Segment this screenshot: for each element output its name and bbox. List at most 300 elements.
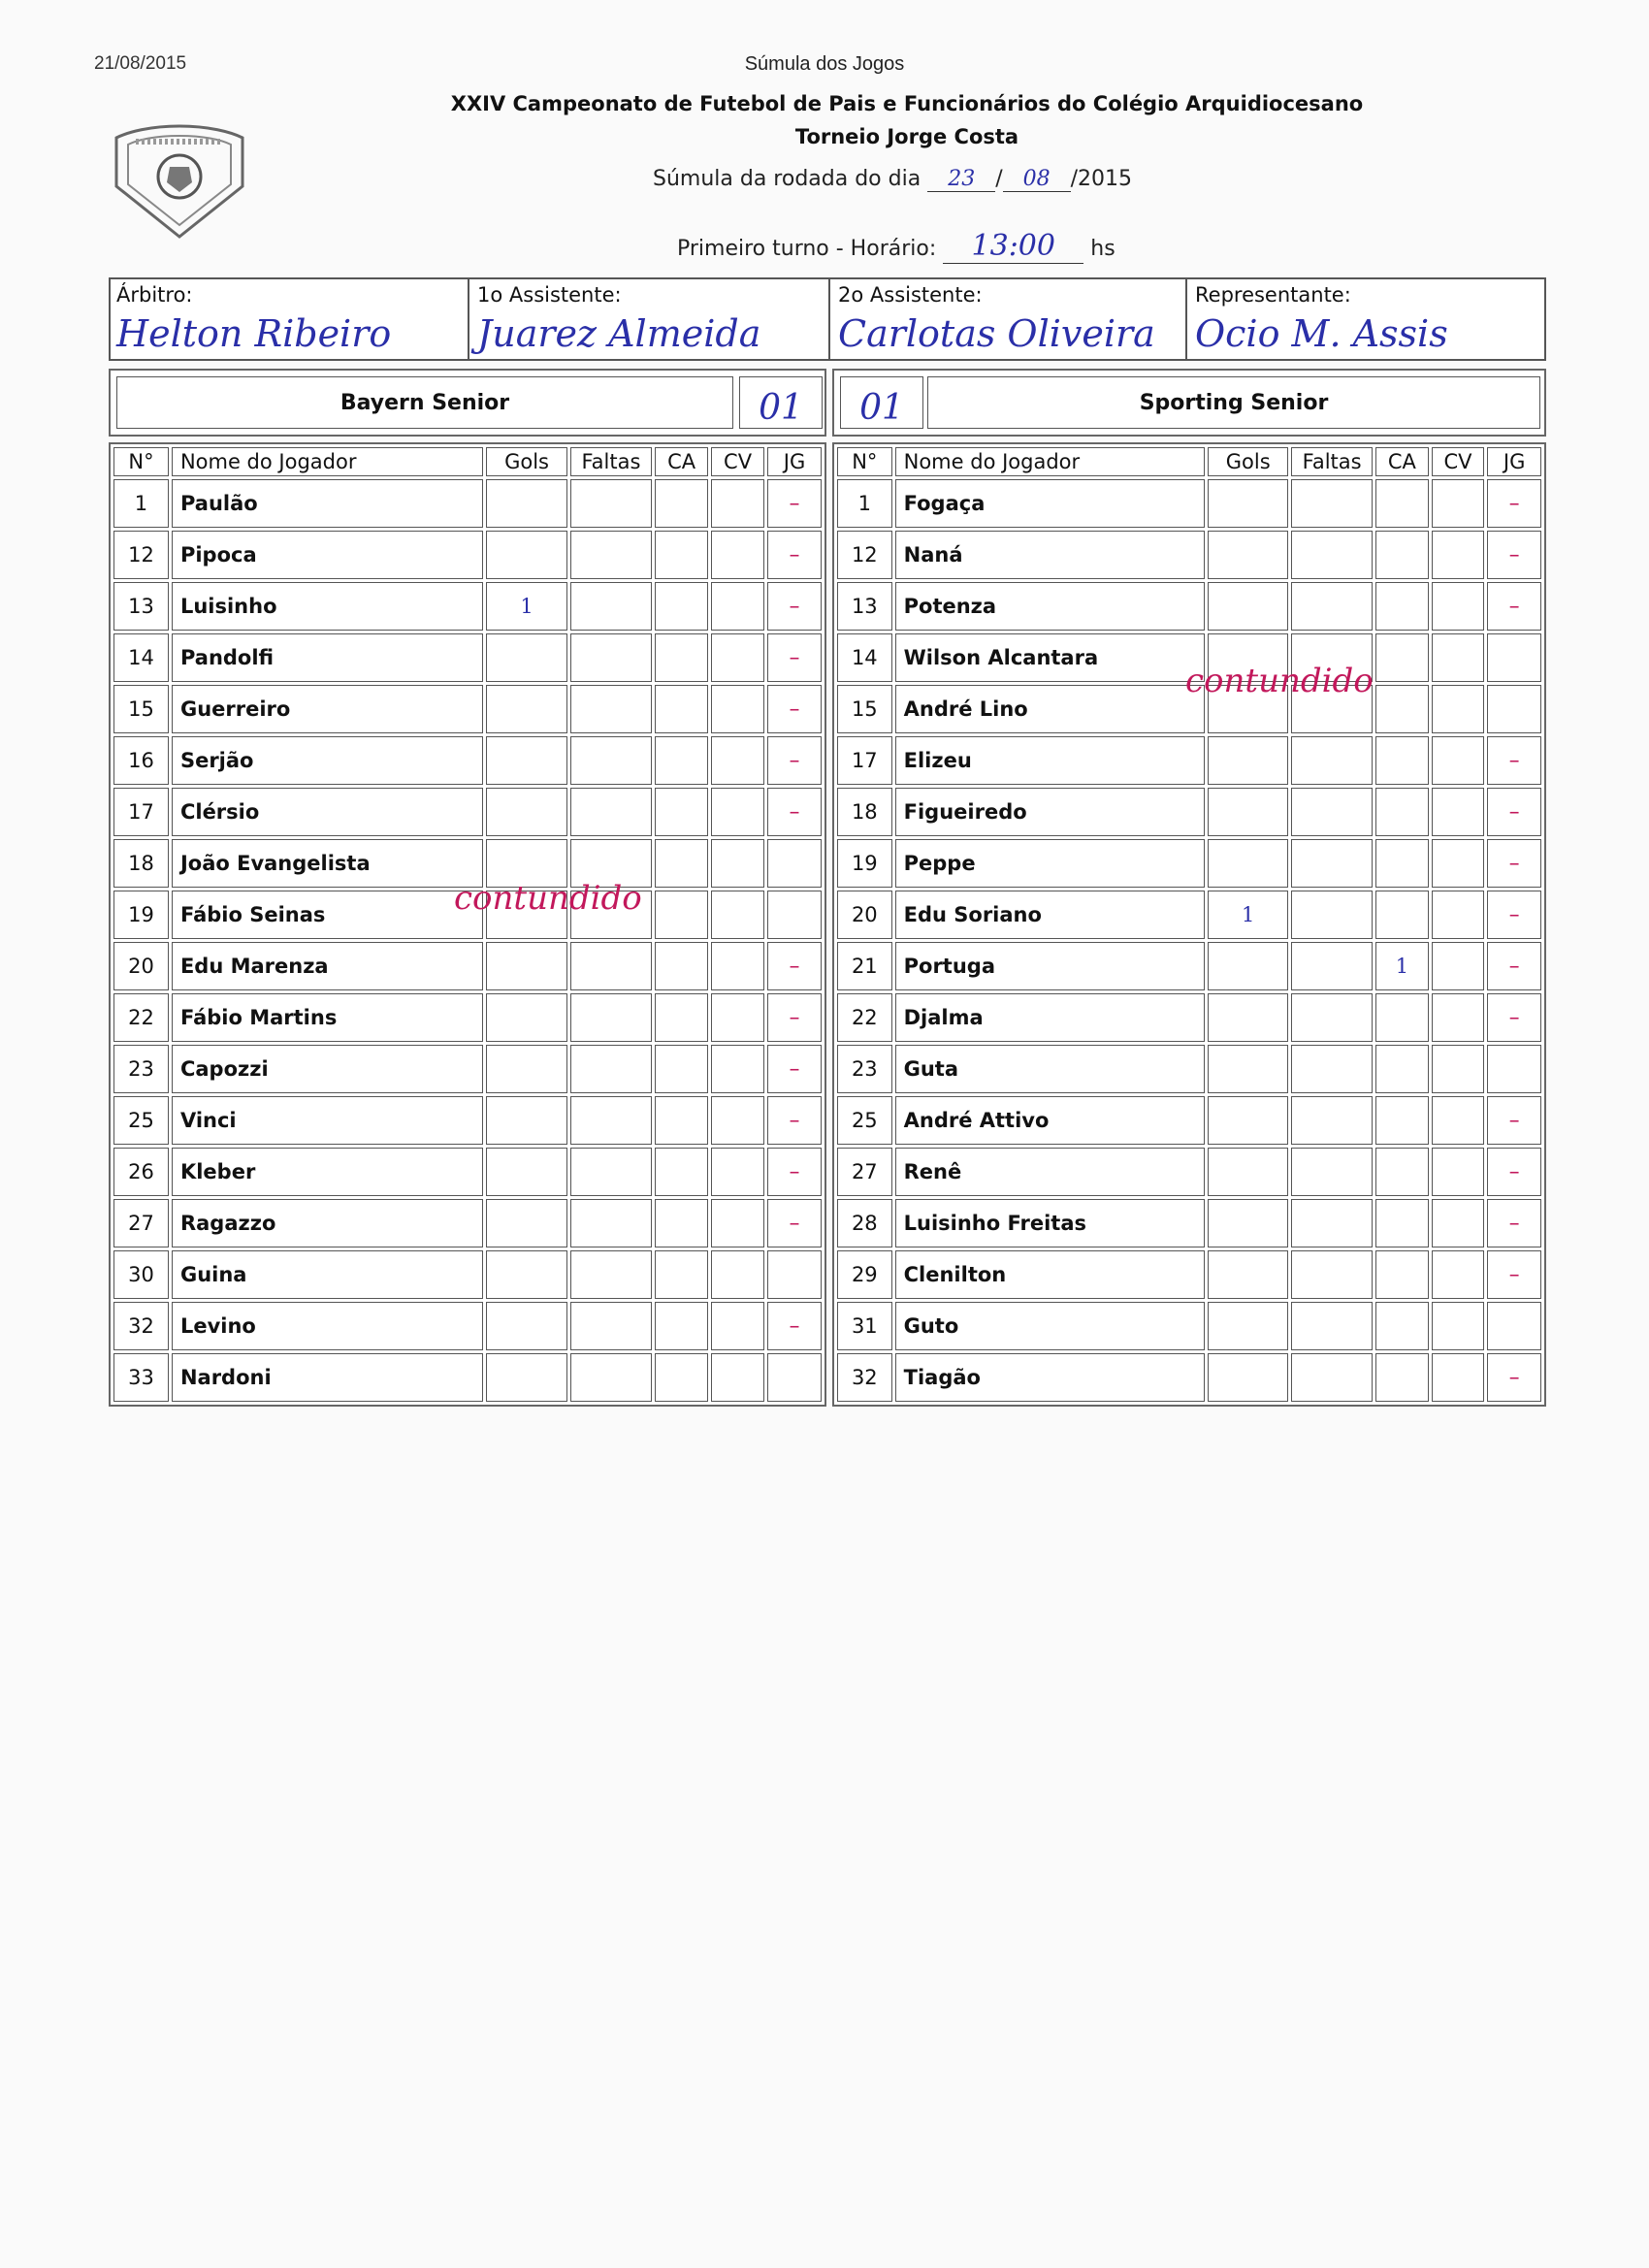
player-number: 18 (113, 839, 169, 888)
player-yellow-cards (655, 891, 708, 939)
player-fouls (1291, 993, 1373, 1042)
player-yellow-cards (1375, 1096, 1429, 1145)
player-goals (1208, 942, 1288, 990)
match-time: 13:00 (943, 229, 1083, 264)
team-b-injury-note: contundido (1185, 662, 1374, 700)
player-played-mark (1487, 1302, 1541, 1350)
player-fouls (570, 1302, 652, 1350)
player-red-cards (711, 1096, 764, 1145)
player-fouls (570, 531, 652, 579)
roster-header-row (837, 447, 1541, 476)
player-name: Clenilton (895, 1250, 1206, 1299)
player-row (837, 891, 1541, 939)
player-goals (486, 1250, 566, 1299)
player-number: 22 (837, 993, 892, 1042)
player-played-mark (767, 839, 822, 888)
player-name: Fogaça (895, 479, 1206, 528)
player-fouls (570, 1148, 652, 1196)
player-row (113, 531, 822, 579)
player-goals (486, 736, 566, 785)
column-header-jg: JG (1487, 447, 1541, 476)
player-goals (486, 1045, 566, 1093)
player-fouls (570, 1045, 652, 1093)
championship-title: XXIV Campeonato de Futebol de Pais e Funcionários do Colégio Arquidiocesano (450, 92, 1364, 115)
player-number: 23 (837, 1045, 892, 1093)
assistant2-name: Carlotas Oliveira (838, 312, 1155, 355)
player-row (837, 788, 1541, 836)
player-name: Ragazzo (172, 1199, 483, 1247)
player-yellow-cards (1375, 531, 1429, 579)
player-yellow-cards (1375, 1302, 1429, 1350)
player-row (837, 1045, 1541, 1093)
player-red-cards (1432, 1353, 1485, 1402)
player-fouls (1291, 582, 1373, 631)
player-played-mark: – (1487, 839, 1541, 888)
player-red-cards (711, 839, 764, 888)
player-yellow-cards (1375, 736, 1429, 785)
player-goals (486, 685, 566, 733)
player-row (113, 942, 822, 990)
player-played-mark: – (1487, 1353, 1541, 1402)
player-red-cards (1432, 1148, 1485, 1196)
player-goals (486, 1199, 566, 1247)
assistant1-label: 1o Assistente: (477, 283, 622, 307)
player-goals (486, 1302, 566, 1350)
player-row (837, 839, 1541, 888)
team-b-roster-table (832, 442, 1546, 1407)
representative-label: Representante: (1195, 283, 1351, 307)
player-row (113, 633, 822, 682)
player-played-mark: – (1487, 1148, 1541, 1196)
player-yellow-cards (655, 479, 708, 528)
round-month: 08 (1003, 167, 1071, 192)
player-played-mark (1487, 633, 1541, 682)
player-fouls (570, 1353, 652, 1402)
player-name: Guta (895, 1045, 1206, 1093)
player-number: 17 (837, 736, 892, 785)
player-goals (486, 531, 566, 579)
player-name: Levino (172, 1302, 483, 1350)
player-row (837, 993, 1541, 1042)
player-number: 15 (113, 685, 169, 733)
school-emblem-icon (107, 118, 252, 244)
player-red-cards (1432, 993, 1485, 1042)
player-red-cards (1432, 788, 1485, 836)
player-number: 21 (837, 942, 892, 990)
team-a-roster-table (109, 442, 826, 1407)
player-yellow-cards (655, 1096, 708, 1145)
player-played-mark: – (767, 993, 822, 1042)
player-name: Peppe (895, 839, 1206, 888)
player-number: 19 (837, 839, 892, 888)
player-yellow-cards (655, 942, 708, 990)
team-b-header (832, 369, 1546, 437)
player-fouls (1291, 1199, 1373, 1247)
player-yellow-cards (1375, 839, 1429, 888)
player-played-mark (767, 891, 822, 939)
player-fouls (1291, 531, 1373, 579)
player-yellow-cards (655, 736, 708, 785)
player-red-cards (711, 479, 764, 528)
player-row (113, 685, 822, 733)
player-name: Wilson Alcantara (895, 633, 1206, 682)
player-fouls (1291, 1302, 1373, 1350)
player-number: 13 (837, 582, 892, 631)
column-header-ca: CA (655, 447, 708, 476)
player-number: 1 (113, 479, 169, 528)
player-yellow-cards (1375, 788, 1429, 836)
player-number: 1 (837, 479, 892, 528)
assistant2-label: 2o Assistente: (838, 283, 983, 307)
column-header-faltas: Faltas (570, 447, 652, 476)
player-played-mark: – (1487, 788, 1541, 836)
player-number: 19 (113, 891, 169, 939)
player-number: 25 (113, 1096, 169, 1145)
player-number: 22 (113, 993, 169, 1042)
player-yellow-cards (655, 839, 708, 888)
referee-cell (111, 279, 469, 359)
player-red-cards (711, 1045, 764, 1093)
player-red-cards (711, 1199, 764, 1247)
player-red-cards (1432, 736, 1485, 785)
player-row (113, 582, 822, 631)
officials-row (109, 277, 1546, 361)
player-name: Elizeu (895, 736, 1206, 785)
player-played-mark: – (1487, 942, 1541, 990)
player-goals (1208, 788, 1288, 836)
team-b-name: Sporting Senior (927, 376, 1540, 429)
team-a-injury-note: contundido (454, 879, 642, 918)
referee-name: Helton Ribeiro (116, 312, 392, 355)
round-label: Súmula da rodada do dia (653, 167, 922, 191)
player-name: Edu Soriano (895, 891, 1206, 939)
player-red-cards (711, 942, 764, 990)
player-played-mark: – (767, 685, 822, 733)
player-goals (486, 479, 566, 528)
player-played-mark: – (767, 479, 822, 528)
tournament-subtitle: Torneio Jorge Costa (794, 125, 1019, 148)
player-row (837, 1353, 1541, 1402)
player-red-cards (711, 788, 764, 836)
player-row (113, 1096, 822, 1145)
player-red-cards (1432, 531, 1485, 579)
player-yellow-cards (1375, 891, 1429, 939)
shift-label: Primeiro turno - Horário: (677, 237, 937, 261)
player-number: 27 (113, 1199, 169, 1247)
player-fouls (1291, 1250, 1373, 1299)
player-row (837, 531, 1541, 579)
player-red-cards (711, 736, 764, 785)
player-number: 26 (113, 1148, 169, 1196)
column-header-name: Nome do Jogador (895, 447, 1206, 476)
representative-name: Ocio M. Assis (1195, 312, 1448, 355)
player-goals (486, 1096, 566, 1145)
player-row (837, 1199, 1541, 1247)
player-name: Potenza (895, 582, 1206, 631)
player-yellow-cards (1375, 1199, 1429, 1247)
player-fouls (570, 582, 652, 631)
player-red-cards (1432, 1045, 1485, 1093)
player-number: 28 (837, 1199, 892, 1247)
player-number: 17 (113, 788, 169, 836)
column-header-cv: CV (1432, 447, 1485, 476)
player-goals (486, 942, 566, 990)
player-row (113, 1302, 822, 1350)
assistant1-cell (471, 279, 830, 359)
player-played-mark: – (767, 633, 822, 682)
player-number: 12 (113, 531, 169, 579)
player-fouls (1291, 479, 1373, 528)
player-name: Paulão (172, 479, 483, 528)
player-row (837, 1096, 1541, 1145)
column-header-ca: CA (1375, 447, 1429, 476)
player-yellow-cards (1375, 633, 1429, 682)
player-yellow-cards (655, 1148, 708, 1196)
player-goals (486, 1353, 566, 1402)
player-row (113, 993, 822, 1042)
player-number: 27 (837, 1148, 892, 1196)
player-fouls (570, 736, 652, 785)
player-goals (486, 1148, 566, 1196)
player-number: 14 (113, 633, 169, 682)
player-fouls (570, 788, 652, 836)
player-row (113, 1250, 822, 1299)
player-name: Luisinho Freitas (895, 1199, 1206, 1247)
column-header-cv: CV (711, 447, 764, 476)
player-row (113, 1353, 822, 1402)
player-row (837, 582, 1541, 631)
player-number: 29 (837, 1250, 892, 1299)
player-row (113, 1199, 822, 1247)
player-row (113, 479, 822, 528)
player-yellow-cards (1375, 1250, 1429, 1299)
player-played-mark: – (767, 1096, 822, 1145)
player-played-mark: – (1487, 891, 1541, 939)
player-fouls (1291, 891, 1373, 939)
player-fouls (570, 1250, 652, 1299)
player-red-cards (1432, 1302, 1485, 1350)
player-played-mark: – (767, 1045, 822, 1093)
player-red-cards (711, 1302, 764, 1350)
player-row (837, 1148, 1541, 1196)
player-yellow-cards (1375, 993, 1429, 1042)
player-fouls (570, 993, 652, 1042)
player-yellow-cards (655, 1045, 708, 1093)
player-name: André Lino (895, 685, 1206, 733)
player-number: 32 (113, 1302, 169, 1350)
player-goals (1208, 531, 1288, 579)
player-played-mark: – (767, 582, 822, 631)
player-row (837, 942, 1541, 990)
column-header-jg: JG (767, 447, 822, 476)
player-goals: 1 (1208, 891, 1288, 939)
player-red-cards (711, 531, 764, 579)
player-fouls (1291, 1096, 1373, 1145)
player-red-cards (711, 1148, 764, 1196)
player-yellow-cards (655, 685, 708, 733)
assistant2-cell (832, 279, 1187, 359)
team-a-score: 01 (739, 376, 823, 429)
player-fouls (1291, 788, 1373, 836)
player-name: Guto (895, 1302, 1206, 1350)
player-row (837, 736, 1541, 785)
player-played-mark (767, 1250, 822, 1299)
player-name: André Attivo (895, 1096, 1206, 1145)
player-yellow-cards (655, 788, 708, 836)
player-fouls (570, 1096, 652, 1145)
player-fouls (1291, 1353, 1373, 1402)
player-name: Portuga (895, 942, 1206, 990)
player-yellow-cards (1375, 582, 1429, 631)
player-goals (1208, 479, 1288, 528)
player-yellow-cards: 1 (1375, 942, 1429, 990)
team-b-score: 01 (840, 376, 923, 429)
player-number: 33 (113, 1353, 169, 1402)
player-yellow-cards (655, 1353, 708, 1402)
player-fouls (1291, 839, 1373, 888)
player-name: Tiagão (895, 1353, 1206, 1402)
player-name: Vinci (172, 1096, 483, 1145)
player-number: 25 (837, 1096, 892, 1145)
player-played-mark: – (767, 1302, 822, 1350)
column-header-faltas: Faltas (1291, 447, 1373, 476)
team-a-header (109, 369, 826, 437)
column-header-no: N° (837, 447, 892, 476)
player-goals (1208, 1148, 1288, 1196)
player-row (837, 479, 1541, 528)
print-title: Súmula dos Jogos (744, 53, 905, 75)
player-name: Pipoca (172, 531, 483, 579)
player-yellow-cards (1375, 685, 1429, 733)
player-number: 31 (837, 1302, 892, 1350)
player-name: Renê (895, 1148, 1206, 1196)
player-name: Capozzi (172, 1045, 483, 1093)
player-number: 18 (837, 788, 892, 836)
player-played-mark: – (1487, 1096, 1541, 1145)
player-fouls (570, 942, 652, 990)
player-played-mark: – (1487, 736, 1541, 785)
referee-label: Árbitro: (116, 283, 193, 307)
player-played-mark: – (1487, 1199, 1541, 1247)
player-yellow-cards (655, 1302, 708, 1350)
player-played-mark (1487, 685, 1541, 733)
player-played-mark: – (1487, 993, 1541, 1042)
player-yellow-cards (1375, 479, 1429, 528)
player-red-cards (711, 685, 764, 733)
player-red-cards (1432, 479, 1485, 528)
player-red-cards (1432, 1096, 1485, 1145)
player-goals: 1 (486, 582, 566, 631)
column-header-no: N° (113, 447, 169, 476)
player-name: Fábio Martins (172, 993, 483, 1042)
player-goals (1208, 1199, 1288, 1247)
player-played-mark: – (767, 1199, 822, 1247)
player-goals (486, 633, 566, 682)
player-played-mark: – (1487, 531, 1541, 579)
player-played-mark: – (767, 531, 822, 579)
player-red-cards (711, 1250, 764, 1299)
player-red-cards (711, 1353, 764, 1402)
player-red-cards (711, 633, 764, 682)
round-year: /2015 (1070, 167, 1133, 191)
player-red-cards (1432, 891, 1485, 939)
player-name: Guina (172, 1250, 483, 1299)
player-red-cards (711, 891, 764, 939)
player-played-mark: – (1487, 582, 1541, 631)
player-row (113, 1045, 822, 1093)
player-fouls (1291, 942, 1373, 990)
player-yellow-cards (1375, 1045, 1429, 1093)
player-red-cards (1432, 633, 1485, 682)
assistant1-name: Juarez Almeida (477, 312, 761, 355)
player-number: 14 (837, 633, 892, 682)
player-red-cards (1432, 582, 1485, 631)
player-goals (486, 993, 566, 1042)
player-played-mark: – (767, 736, 822, 785)
player-name: Edu Marenza (172, 942, 483, 990)
time-suffix: hs (1090, 237, 1116, 261)
player-played-mark: – (1487, 479, 1541, 528)
round-day: 23 (927, 167, 995, 192)
player-red-cards (711, 993, 764, 1042)
player-name: Serjão (172, 736, 483, 785)
player-name: Figueiredo (895, 788, 1206, 836)
player-number: 30 (113, 1250, 169, 1299)
column-header-gols: Gols (1208, 447, 1288, 476)
player-row (113, 788, 822, 836)
player-name: Naná (895, 531, 1206, 579)
player-row (113, 736, 822, 785)
player-played-mark: – (767, 788, 822, 836)
player-yellow-cards (655, 633, 708, 682)
player-number: 32 (837, 1353, 892, 1402)
player-red-cards (711, 582, 764, 631)
player-name: Fábio Seinas (172, 891, 483, 939)
player-row (837, 1302, 1541, 1350)
player-red-cards (1432, 942, 1485, 990)
player-goals (1208, 839, 1288, 888)
player-fouls (570, 633, 652, 682)
player-fouls (570, 1199, 652, 1247)
player-fouls (1291, 1148, 1373, 1196)
player-name: Clérsio (172, 788, 483, 836)
print-date: 21/08/2015 (94, 53, 187, 74)
player-yellow-cards (655, 1250, 708, 1299)
player-name: Luisinho (172, 582, 483, 631)
player-played-mark: – (1487, 1250, 1541, 1299)
player-goals (1208, 1250, 1288, 1299)
player-fouls (1291, 736, 1373, 785)
team-a-name: Bayern Senior (116, 376, 733, 429)
player-played-mark: – (767, 1148, 822, 1196)
player-goals (1208, 1045, 1288, 1093)
player-yellow-cards (1375, 1148, 1429, 1196)
player-goals (1208, 582, 1288, 631)
player-fouls (1291, 1045, 1373, 1093)
player-red-cards (1432, 1199, 1485, 1247)
shift-time-line (677, 229, 1116, 264)
player-goals (1208, 1302, 1288, 1350)
player-row (837, 1250, 1541, 1299)
player-played-mark (767, 1353, 822, 1402)
player-number: 12 (837, 531, 892, 579)
player-name: Pandolfi (172, 633, 483, 682)
player-number: 23 (113, 1045, 169, 1093)
player-goals (1208, 736, 1288, 785)
player-goals (1208, 1353, 1288, 1402)
round-date-line: Súmula da rodada do dia 23 / 08 /2015 (653, 167, 1133, 191)
player-played-mark (1487, 1045, 1541, 1093)
